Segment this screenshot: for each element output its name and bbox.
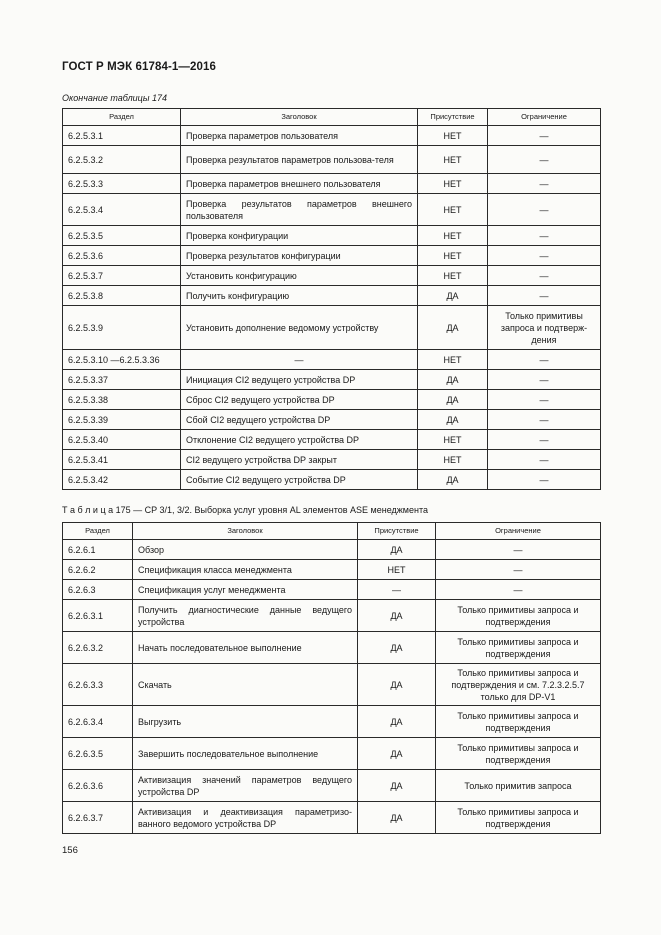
limit-cell: —	[488, 470, 601, 490]
limit-cell: —	[488, 126, 601, 146]
section-cell: 6.2.6.3.4	[63, 706, 133, 738]
table-row	[63, 802, 601, 834]
limit-cell: —	[488, 266, 601, 286]
table-row	[63, 370, 601, 390]
table-row	[63, 470, 601, 490]
table-row	[63, 600, 601, 632]
presence-cell: НЕТ	[418, 146, 488, 174]
limit-cell: Только примитивы запроса и подтверждения	[436, 802, 601, 834]
limit-cell: Только примитивы запроса и подтверждения и см. 7.2.3.2.5.7 только для DP-V1	[436, 664, 601, 706]
presence-cell: НЕТ	[418, 430, 488, 450]
column-header: Ограничение	[436, 523, 601, 540]
limit-cell: —	[488, 286, 601, 306]
table-row	[63, 580, 601, 600]
presence-cell: НЕТ	[418, 246, 488, 266]
table-row	[63, 410, 601, 430]
title-cell: Проверка результатов параметров внешнего пользователя	[181, 194, 418, 226]
title-cell: Обзор	[133, 540, 358, 560]
section-cell: 6.2.5.3.39	[63, 410, 181, 430]
presence-cell: —	[358, 580, 436, 600]
column-header: Заголовок	[133, 523, 358, 540]
column-header: Присутствие	[418, 109, 488, 126]
title-cell: CI2 ведущего устройства DP закрыт	[181, 450, 418, 470]
table-row	[63, 246, 601, 266]
section-cell: 6.2.5.3.38	[63, 390, 181, 410]
presence-cell: ДА	[358, 540, 436, 560]
table-row	[63, 146, 601, 174]
limit-cell: —	[488, 450, 601, 470]
table-row	[63, 560, 601, 580]
title-cell: Начать последовательное выполнение	[133, 632, 358, 664]
table-row	[63, 450, 601, 470]
presence-cell: НЕТ	[418, 350, 488, 370]
title-cell: —	[181, 350, 418, 370]
title-cell: Спецификация класса менеджмента	[133, 560, 358, 580]
limit-cell: —	[488, 350, 601, 370]
title-cell: Скачать	[133, 664, 358, 706]
limit-cell: Только примитивы запроса и подтверждения	[436, 632, 601, 664]
presence-cell: НЕТ	[418, 450, 488, 470]
section-cell: 6.2.5.3.6	[63, 246, 181, 266]
title-cell: Сбой CI2 ведущего устройства DP	[181, 410, 418, 430]
table-row	[63, 390, 601, 410]
section-cell: 6.2.5.3.9	[63, 306, 181, 350]
section-cell: 6.2.5.3.10 —6.2.5.3.36	[63, 350, 181, 370]
presence-cell: ДА	[358, 770, 436, 802]
presence-cell: ДА	[358, 600, 436, 632]
table-row	[63, 266, 601, 286]
presence-cell: НЕТ	[418, 226, 488, 246]
column-header: Раздел	[63, 109, 181, 126]
title-cell: Проверка результатов конфигурации	[181, 246, 418, 266]
section-cell: 6.2.6.1	[63, 540, 133, 560]
limit-cell: —	[436, 560, 601, 580]
document-header: ГОСТ Р МЭК 61784-1—2016	[62, 61, 216, 73]
table-row	[63, 174, 601, 194]
section-cell: 6.2.5.3.4	[63, 194, 181, 226]
column-header: Заголовок	[181, 109, 418, 126]
title-cell: Выгрузить	[133, 706, 358, 738]
presence-cell: ДА	[358, 738, 436, 770]
presence-cell: ДА	[358, 706, 436, 738]
section-cell: 6.2.5.3.5	[63, 226, 181, 246]
presence-cell: ДА	[418, 470, 488, 490]
limit-cell: —	[488, 146, 601, 174]
title-cell: Установить конфигурацию	[181, 266, 418, 286]
limit-cell: —	[488, 226, 601, 246]
table-row	[63, 706, 601, 738]
title-cell: Получить конфигурацию	[181, 286, 418, 306]
section-cell: 6.2.5.3.3	[63, 174, 181, 194]
column-header: Раздел	[63, 523, 133, 540]
section-cell: 6.2.6.2	[63, 560, 133, 580]
title-cell: Установить дополнение ведомому устройству	[181, 306, 418, 350]
presence-cell: ДА	[358, 632, 436, 664]
section-cell: 6.2.6.3.5	[63, 738, 133, 770]
table-row	[63, 226, 601, 246]
presence-cell: НЕТ	[418, 174, 488, 194]
title-cell: Получить диагностические данные ведущего устройства	[133, 600, 358, 632]
table-row	[63, 194, 601, 226]
section-cell: 6.2.6.3.6	[63, 770, 133, 802]
limit-cell: —	[488, 194, 601, 226]
limit-cell: —	[488, 410, 601, 430]
section-cell: 6.2.6.3.3	[63, 664, 133, 706]
table-row	[63, 632, 601, 664]
title-cell: Проверка результатов параметров пользова-теля	[181, 146, 418, 174]
column-header: Присутствие	[358, 523, 436, 540]
section-cell: 6.2.5.3.41	[63, 450, 181, 470]
limit-cell: Только примитив запроса	[436, 770, 601, 802]
table-header-row	[63, 523, 601, 540]
title-cell: Сброс CI2 ведущего устройства DP	[181, 390, 418, 410]
presence-cell: ДА	[418, 410, 488, 430]
section-cell: 6.2.5.3.2	[63, 146, 181, 174]
section-cell: 6.2.5.3.8	[63, 286, 181, 306]
section-cell: 6.2.6.3.1	[63, 600, 133, 632]
limit-cell: Только примитивы запроса и подтверждения	[436, 738, 601, 770]
title-cell: Активизация значений параметров ведущего устройства DP	[133, 770, 358, 802]
presence-cell: НЕТ	[358, 560, 436, 580]
column-header: Ограничение	[488, 109, 601, 126]
title-cell: Завершить последовательное выполнение	[133, 738, 358, 770]
title-cell: Проверка конфигурации	[181, 226, 418, 246]
title-cell: Событие CI2 ведущего устройства DP	[181, 470, 418, 490]
section-cell: 6.2.6.3	[63, 580, 133, 600]
table-row	[63, 738, 601, 770]
table-174-caption: Окончание таблицы 174	[62, 93, 167, 103]
table-row	[63, 664, 601, 706]
limit-cell: Только примитивы запроса и подтверждения	[436, 706, 601, 738]
table-row	[63, 770, 601, 802]
presence-cell: НЕТ	[418, 266, 488, 286]
table-175-caption: Т а б л и ц а 175 — CP 3/1, 3/2. Выборка услуг уровня AL элементов ASE менеджмента	[62, 505, 428, 515]
presence-cell: ДА	[418, 286, 488, 306]
section-cell: 6.2.6.3.7	[63, 802, 133, 834]
section-cell: 6.2.5.3.42	[63, 470, 181, 490]
limit-cell: —	[488, 174, 601, 194]
limit-cell: —	[488, 390, 601, 410]
presence-cell: ДА	[418, 306, 488, 350]
table-174	[62, 108, 601, 490]
section-cell: 6.2.6.3.2	[63, 632, 133, 664]
title-cell: Спецификация услуг менеджмента	[133, 580, 358, 600]
limit-cell: Только примитивы запроса и подтверж-дения	[488, 306, 601, 350]
table-row	[63, 430, 601, 450]
table-row	[63, 306, 601, 350]
presence-cell: ДА	[358, 664, 436, 706]
section-cell: 6.2.5.3.7	[63, 266, 181, 286]
limit-cell: Только примитивы запроса и подтверждения	[436, 600, 601, 632]
presence-cell: ДА	[358, 802, 436, 834]
title-cell: Отклонение CI2 ведущего устройства DP	[181, 430, 418, 450]
table-row	[63, 540, 601, 560]
limit-cell: —	[488, 246, 601, 266]
title-cell: Инициация CI2 ведущего устройства DP	[181, 370, 418, 390]
section-cell: 6.2.5.3.1	[63, 126, 181, 146]
table-row	[63, 350, 601, 370]
table-row	[63, 126, 601, 146]
limit-cell: —	[488, 430, 601, 450]
section-cell: 6.2.5.3.40	[63, 430, 181, 450]
title-cell: Проверка параметров пользователя	[181, 126, 418, 146]
limit-cell: —	[488, 370, 601, 390]
limit-cell: —	[436, 540, 601, 560]
title-cell: Проверка параметров внешнего пользователя	[181, 174, 418, 194]
page-number: 156	[62, 845, 78, 856]
table-header-row	[63, 109, 601, 126]
table-row	[63, 286, 601, 306]
title-cell: Активизация и деактивизация параметризо-ванного ведомого устройства DP	[133, 802, 358, 834]
presence-cell: ДА	[418, 370, 488, 390]
presence-cell: НЕТ	[418, 126, 488, 146]
section-cell: 6.2.5.3.37	[63, 370, 181, 390]
presence-cell: ДА	[418, 390, 488, 410]
table-175	[62, 522, 601, 834]
limit-cell: —	[436, 580, 601, 600]
presence-cell: НЕТ	[418, 194, 488, 226]
